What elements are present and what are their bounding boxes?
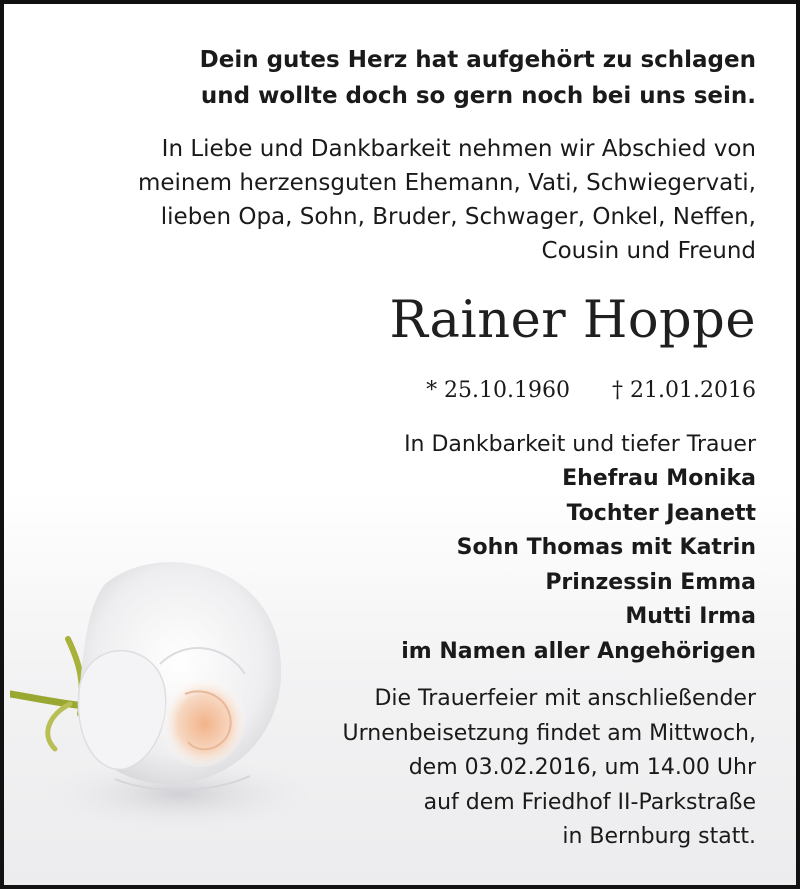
service-line: Urnenbeisetzung findet am Mittwoch, — [342, 720, 756, 746]
service-line: Die Trauerfeier mit anschließender — [374, 686, 756, 711]
mourner-item: Mutti Irma — [625, 604, 756, 629]
white-rose-image — [10, 544, 310, 844]
mourner-item: Prinzessin Emma — [545, 569, 756, 595]
death-date: † 21.01.2016 — [612, 378, 756, 403]
motto-line: Dein gutes Herz hat aufgehört zu schlagen — [199, 47, 756, 73]
farewell-line: lieben Opa, Sohn, Bruder, Schwager, Onkel, Neffen, — [160, 204, 756, 230]
farewell-line: In Liebe und Dankbarkeit nehmen wir Abschied von — [161, 136, 756, 162]
mourner-item: im Namen aller Angehörigen — [401, 638, 756, 664]
service-line: dem 03.02.2016, um 14.00 Uhr — [408, 755, 756, 780]
farewell-line: Cousin und Freund — [541, 238, 756, 264]
funeral-service-info — [343, 682, 756, 855]
birth-date: * 25.10.1960 — [426, 378, 571, 403]
life-dates — [426, 374, 756, 408]
mourner-item: Sohn Thomas mit Katrin — [456, 535, 756, 560]
mourner-item: Tochter Jeanett — [566, 500, 756, 526]
farewell-text — [138, 132, 756, 268]
deceased-name: Rainer Hoppe — [389, 291, 756, 350]
mourners-list — [401, 462, 756, 669]
service-line: in Bernburg statt. — [562, 824, 756, 849]
farewell-line: meinem herzensguten Ehemann, Vati, Schwiegervati, — [137, 170, 756, 196]
motto — [200, 42, 756, 114]
service-line: auf dem Friedhof II-Parkstraße — [423, 789, 756, 815]
motto-line: und wollte doch so gern noch bei uns sein. — [200, 83, 756, 109]
mourner-item: Ehefrau Monika — [562, 466, 756, 491]
mourners-intro: In Dankbarkeit und tiefer Trauer — [404, 432, 756, 457]
